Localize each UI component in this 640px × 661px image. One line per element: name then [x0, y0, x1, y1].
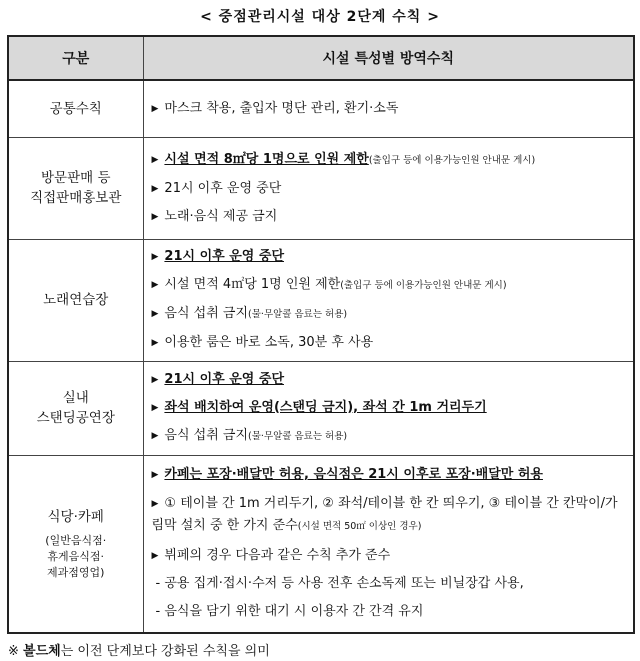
triangle-bullet-icon: ▶	[151, 430, 159, 441]
rule-item: ▶ 좌석 배치하여 운영(스탠딩 금지), 좌석 간 1m 거리두기	[151, 399, 487, 415]
triangle-bullet-icon: ▶	[151, 211, 159, 222]
category-cell: 방문판매 등 직접판매홍보관	[8, 137, 143, 239]
header-category: 구분	[8, 36, 143, 80]
triangle-bullet-icon: ▶	[151, 374, 159, 385]
rule-item: ▶ 음식 섭취 금지(물·무알콜 음료는 허용)	[151, 306, 348, 321]
rule-item: ▶ 21시 이후 운영 중단	[151, 180, 282, 196]
table-row	[8, 239, 634, 361]
rules-cell	[143, 137, 634, 239]
rule-item: ▶ 시설 면적 4㎡당 1명 인원 제한(출입구 등에 이용가능인원 안내문 게시)	[151, 277, 507, 292]
table-row	[8, 80, 634, 137]
category-cell: 노래연습장	[8, 239, 143, 361]
page-title: < 중점관리시설 대상 2단계 수칙 >	[200, 9, 440, 25]
triangle-bullet-icon: ▶	[151, 252, 159, 262]
triangle-bullet-icon: ▶	[151, 103, 159, 114]
table-header-row	[8, 36, 634, 80]
rules-cell	[143, 80, 634, 137]
footnote-text: 는 이전 단계보다 강화된 수칙을 의미	[60, 644, 270, 659]
category-cell: 식당·카페 (일반음식점· 휴게음식점· 제과점영업)	[8, 455, 143, 633]
rule-subitem: - 음식을 담기 위한 대기 시 이용자 간 간격 유지	[155, 604, 424, 620]
rule-subitem: - 공용 집게·접시·수저 등 사용 전후 손소독제 또는 비닐장갑 사용,	[155, 576, 524, 592]
triangle-bullet-icon: ▶	[151, 499, 159, 510]
rules-cell	[143, 361, 634, 455]
triangle-bullet-icon: ▶	[151, 154, 159, 165]
table-row	[8, 361, 634, 455]
triangle-bullet-icon: ▶	[151, 402, 159, 413]
rule-item: ▶ 노래·음식 제공 금지	[151, 208, 278, 224]
triangle-bullet-icon: ▶	[151, 309, 159, 319]
triangle-bullet-icon: ▶	[151, 470, 159, 481]
category-cell: 공통수칙	[8, 80, 143, 137]
rule-item: ▶ ① 테이블 간 1m 거리두기, ② 좌석/테이블 한 칸 띄우기, ③ 테이블 간 칸막이/가림막 설치 중 한 가지 준수(시설 면적 50㎡ 이상인 경우)	[151, 496, 618, 534]
rule-item: ▶ 음식 섭취 금지(물·무알콜 음료는 허용)	[151, 427, 348, 443]
rules-cell	[143, 239, 634, 361]
footnote	[8, 640, 270, 659]
rule-item: ▶ 시설 면적 8㎡당 1명으로 인원 제한(출입구 등에 이용가능인원 안내문 게시)	[151, 151, 536, 167]
rule-item: ▶ 마스크 착용, 출입자 명단 관리, 환기·소독	[151, 100, 399, 116]
footnote-bold-term: 볼드체	[23, 644, 61, 659]
table-row	[8, 455, 634, 633]
rule-item: ▶ 카페는 포장·배달만 허용, 음식점은 21시 이후로 포장·배달만 허용	[151, 467, 543, 483]
triangle-bullet-icon: ▶	[151, 338, 159, 348]
rule-item: ▶ 21시 이후 운영 중단	[151, 249, 284, 264]
rule-item: ▶ 뷔페의 경우 다음과 같은 수칙 추가 준수	[151, 548, 391, 564]
rule-item: ▶ 21시 이후 운영 중단	[151, 371, 284, 387]
triangle-bullet-icon: ▶	[151, 280, 159, 290]
rule-item: ▶ 이용한 룸은 바로 소독, 30분 후 사용	[151, 335, 374, 350]
rules-cell	[143, 455, 634, 633]
triangle-bullet-icon: ▶	[151, 551, 159, 562]
header-rules: 시설 특성별 방역수칙	[143, 36, 634, 80]
rules-table	[7, 35, 635, 634]
category-cell: 실내 스탠딩공연장	[8, 361, 143, 455]
triangle-bullet-icon: ▶	[151, 183, 159, 194]
table-row	[8, 137, 634, 239]
reference-mark: ※	[8, 644, 19, 659]
